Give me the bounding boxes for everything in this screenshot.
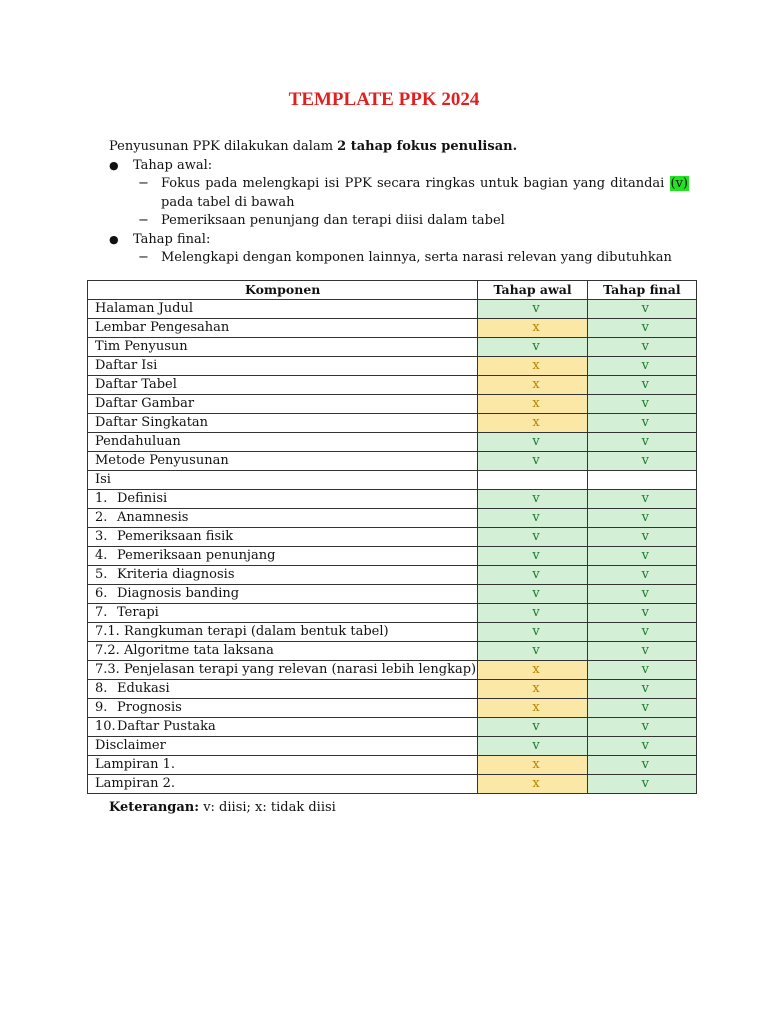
- status-awal-cell: x: [478, 661, 587, 680]
- status-awal-cell: x: [478, 775, 587, 794]
- component-cell: [88, 433, 478, 452]
- status-awal-cell: x: [478, 756, 587, 775]
- status-awal-cell: v: [478, 604, 587, 623]
- component-number: 5.: [95, 567, 108, 582]
- intro-text: Penyusunan PPK dilakukan dalam: [109, 139, 338, 154]
- component-cell: [88, 357, 478, 376]
- component-label: Edukasi: [117, 681, 170, 696]
- component-cell: [88, 642, 478, 661]
- component-number: 2.: [95, 510, 108, 525]
- status-final-cell: v: [587, 718, 696, 737]
- intro-section: [109, 138, 689, 268]
- component-label: Rangkuman terapi (dalam bentuk tabel): [124, 624, 389, 639]
- table-row: [88, 376, 697, 395]
- highlight-mark: (v): [670, 176, 688, 191]
- status-awal-cell: v: [478, 547, 587, 566]
- status-awal-cell: x: [478, 319, 587, 338]
- status-final-cell: v: [587, 585, 696, 604]
- table-row: [88, 642, 697, 661]
- component-label: Pendahuluan: [95, 434, 181, 449]
- component-cell: [88, 604, 478, 623]
- bullet-icon: ●: [109, 158, 119, 172]
- status-awal-cell: v: [478, 585, 587, 604]
- table-row: [88, 395, 697, 414]
- legend: [109, 800, 336, 815]
- component-label: Halaman Judul: [95, 301, 194, 316]
- component-label: Daftar Tabel: [95, 377, 177, 392]
- header-tahap-final: Tahap final: [587, 281, 696, 300]
- component-cell: [88, 623, 478, 642]
- status-awal-cell: v: [478, 433, 587, 452]
- status-awal-cell: x: [478, 699, 587, 718]
- component-number: 7.1.: [95, 624, 120, 639]
- table-row: [88, 737, 697, 756]
- status-final-cell: v: [587, 775, 696, 794]
- status-awal-cell: v: [478, 623, 587, 642]
- table-row: [88, 300, 697, 319]
- component-label: Disclaimer: [95, 738, 166, 753]
- page-title: TEMPLATE PPK 2024: [288, 89, 480, 110]
- component-label: Daftar Gambar: [95, 396, 195, 411]
- status-awal-cell: v: [478, 452, 587, 471]
- status-final-cell: v: [587, 300, 696, 319]
- intro-line: [109, 138, 689, 157]
- table-row: [88, 718, 697, 737]
- status-final-cell: v: [587, 376, 696, 395]
- component-cell: [88, 585, 478, 604]
- table-row: [88, 490, 697, 509]
- status-awal-cell: x: [478, 376, 587, 395]
- component-label: Lampiran 1.: [95, 757, 176, 772]
- status-final-cell: v: [587, 604, 696, 623]
- table-row: [88, 528, 697, 547]
- dash-item-text-after: pada tabel di bawah: [161, 194, 295, 210]
- status-final-cell: v: [587, 661, 696, 680]
- table-row: [88, 471, 697, 490]
- component-label: Daftar Isi: [95, 358, 158, 373]
- status-final-cell: v: [587, 357, 696, 376]
- component-label: Pemeriksaan penunjang: [117, 548, 276, 563]
- component-cell: [88, 509, 478, 528]
- component-number: 3.: [95, 529, 108, 544]
- table-row: [88, 319, 697, 338]
- dash-icon: −: [138, 250, 149, 265]
- table-row: [88, 699, 697, 718]
- status-final-cell: v: [587, 642, 696, 661]
- table-row: [88, 452, 697, 471]
- component-number: 7.: [95, 605, 108, 620]
- component-cell: [88, 395, 478, 414]
- dash-item: [109, 212, 689, 231]
- dash-item-text: Fokus pada melengkapi isi PPK secara ringkas untuk bagian yang ditandai: [161, 176, 670, 191]
- status-final-cell: v: [587, 338, 696, 357]
- bullet-label: Tahap awal:: [133, 157, 213, 173]
- status-awal-cell: v: [478, 718, 587, 737]
- status-final-cell: v: [587, 528, 696, 547]
- component-label: Lembar Pengesahan: [95, 320, 230, 335]
- bullet-icon: ●: [109, 232, 119, 246]
- dash-item-text: Pemeriksaan penunjang dan terapi diisi dalam tabel: [161, 213, 505, 228]
- table-row: [88, 585, 697, 604]
- component-cell: [88, 471, 478, 490]
- component-number: 4.: [95, 548, 108, 563]
- component-cell: [88, 319, 478, 338]
- legend-text: v: diisi; x: tidak diisi: [199, 800, 336, 815]
- header-tahap-awal: Tahap awal: [478, 281, 587, 300]
- status-awal-cell: v: [478, 300, 587, 319]
- component-cell: [88, 775, 478, 794]
- component-label: Diagnosis banding: [117, 586, 240, 601]
- status-awal-cell: x: [478, 395, 587, 414]
- table-row: [88, 433, 697, 452]
- component-cell: [88, 661, 478, 680]
- table-row: [88, 509, 697, 528]
- status-awal-cell: v: [478, 528, 587, 547]
- component-cell: [88, 338, 478, 357]
- status-final-cell: v: [587, 566, 696, 585]
- table-header-row: [88, 281, 697, 300]
- status-final-cell: v: [587, 414, 696, 433]
- component-cell: [88, 699, 478, 718]
- table-row: [88, 414, 697, 433]
- dash-item: [109, 175, 689, 212]
- component-cell: [88, 756, 478, 775]
- status-final-cell: v: [587, 756, 696, 775]
- status-awal-cell: v: [478, 490, 587, 509]
- components-table: [87, 280, 697, 794]
- component-label: Daftar Singkatan: [95, 415, 209, 430]
- component-label: Daftar Pustaka: [117, 719, 216, 734]
- status-awal-cell: v: [478, 338, 587, 357]
- status-final-cell: v: [587, 509, 696, 528]
- component-label: Kriteria diagnosis: [117, 567, 235, 582]
- component-label: Anamnesis: [117, 510, 189, 525]
- component-label: Algoritme tata laksana: [124, 643, 274, 658]
- table-row: [88, 775, 697, 794]
- header-komponen: Komponen: [88, 281, 478, 300]
- table-row: [88, 661, 697, 680]
- table-row: [88, 756, 697, 775]
- component-number: 1.: [95, 491, 108, 506]
- status-awal-cell: x: [478, 357, 587, 376]
- status-awal-cell: [478, 471, 587, 490]
- component-label: Definisi: [117, 491, 168, 506]
- component-label: Isi: [95, 472, 111, 487]
- component-cell: [88, 680, 478, 699]
- bullet-tahap-awal: [109, 157, 689, 176]
- status-awal-cell: v: [478, 737, 587, 756]
- status-awal-cell: v: [478, 509, 587, 528]
- component-label: Prognosis: [117, 700, 182, 715]
- dash-item-text: Melengkapi dengan komponen lainnya, serta narasi relevan yang dibutuhkan: [161, 250, 672, 265]
- status-final-cell: v: [587, 319, 696, 338]
- status-final-cell: v: [587, 699, 696, 718]
- component-number: 7.3.: [95, 662, 120, 677]
- component-label: Lampiran 2.: [95, 776, 176, 791]
- status-awal-cell: v: [478, 642, 587, 661]
- component-cell: [88, 490, 478, 509]
- table-row: [88, 357, 697, 376]
- component-cell: [88, 566, 478, 585]
- table-row: [88, 623, 697, 642]
- component-label: Pemeriksaan fisik: [117, 529, 234, 544]
- component-cell: [88, 737, 478, 756]
- component-cell: [88, 718, 478, 737]
- status-final-cell: v: [587, 680, 696, 699]
- status-awal-cell: v: [478, 566, 587, 585]
- status-final-cell: v: [587, 623, 696, 642]
- status-final-cell: v: [587, 737, 696, 756]
- status-final-cell: [587, 471, 696, 490]
- intro-bold-text: 2 tahap fokus penulisan.: [337, 139, 518, 154]
- component-label: Penjelasan terapi yang relevan (narasi lebih lengkap): [124, 662, 477, 677]
- component-label: Metode Penyusunan: [95, 453, 229, 468]
- component-number: 7.2.: [95, 643, 120, 658]
- status-final-cell: v: [587, 490, 696, 509]
- component-label: Tim Penyusun: [95, 339, 188, 354]
- dash-icon: −: [138, 176, 149, 191]
- status-final-cell: v: [587, 547, 696, 566]
- bullet-label: Tahap final:: [133, 231, 211, 247]
- status-final-cell: v: [587, 452, 696, 471]
- table-row: [88, 604, 697, 623]
- dash-icon: −: [138, 213, 149, 228]
- dash-item: [109, 249, 689, 268]
- table-row: [88, 680, 697, 699]
- status-awal-cell: x: [478, 680, 587, 699]
- status-final-cell: v: [587, 395, 696, 414]
- table-row: [88, 338, 697, 357]
- table-row: [88, 566, 697, 585]
- component-number: 9.: [95, 700, 108, 715]
- component-cell: [88, 414, 478, 433]
- legend-label: Keterangan:: [109, 800, 200, 815]
- component-cell: [88, 528, 478, 547]
- component-number: 10.: [95, 719, 116, 734]
- component-cell: [88, 547, 478, 566]
- component-label: Terapi: [117, 605, 159, 620]
- component-number: 8.: [95, 681, 108, 696]
- component-cell: [88, 376, 478, 395]
- bullet-tahap-final: [109, 231, 689, 250]
- component-cell: [88, 452, 478, 471]
- status-final-cell: v: [587, 433, 696, 452]
- table-row: [88, 547, 697, 566]
- component-number: 6.: [95, 586, 108, 601]
- component-cell: [88, 300, 478, 319]
- status-awal-cell: x: [478, 414, 587, 433]
